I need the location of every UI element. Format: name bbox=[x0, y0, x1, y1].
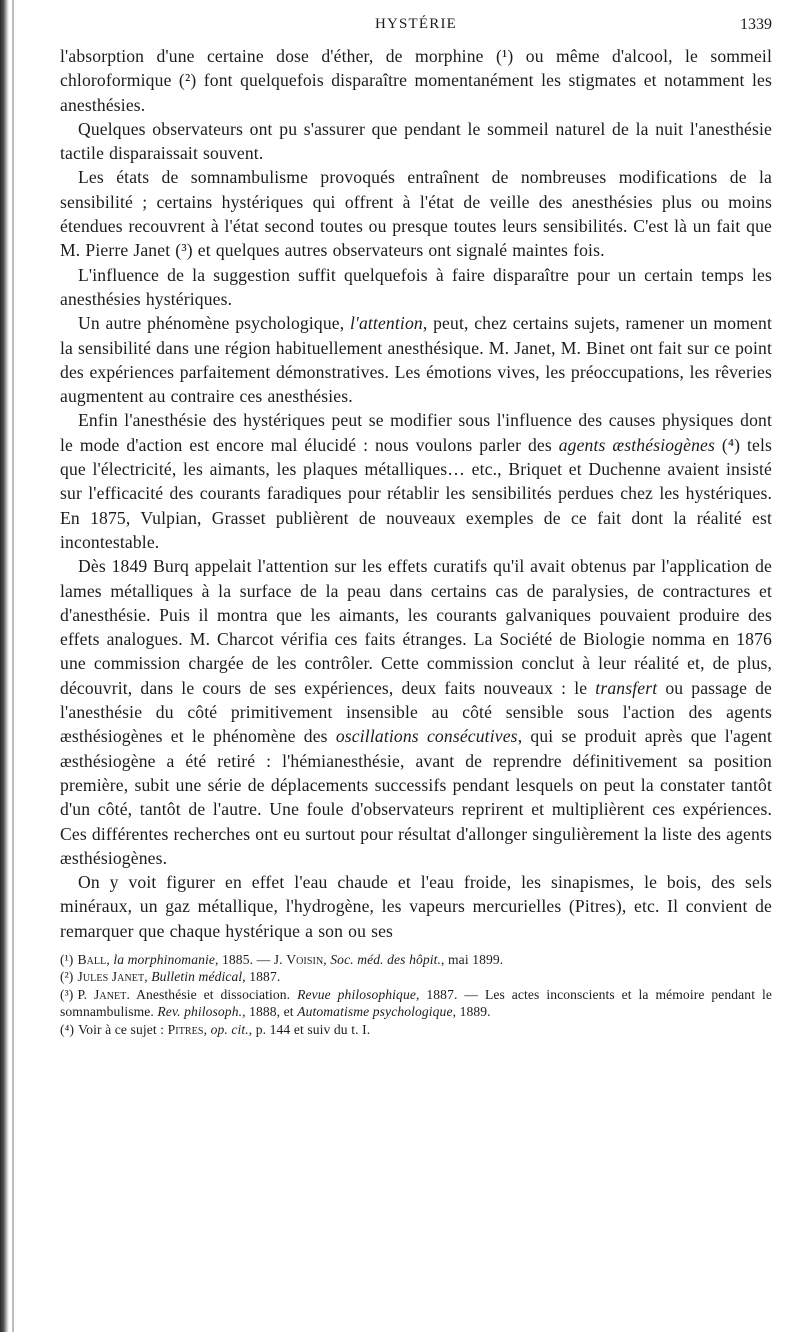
text-run: , p. 144 et suiv du t. I. bbox=[248, 1021, 371, 1037]
paragraph bbox=[60, 554, 772, 870]
running-title: HYSTÉRIE bbox=[374, 16, 458, 32]
text-run: , bbox=[144, 969, 152, 985]
paragraph bbox=[60, 408, 772, 554]
text-run: L'influence de la suggestion suffit quelquefois à faire disparaître pour un certain temps les anesthésies hystériques. bbox=[60, 264, 772, 309]
italic-title: Rev. philosoph. bbox=[157, 1004, 243, 1020]
text-run: On y voit figurer en effet l'eau chaude et l'eau froide, les sinapismes, le bois, des sels minéraux, un gaz métallique, l'hydrogène, les vapeurs mercurielles (Pitres), etc. Il convient de remarquer que chaque hystérique a son ou ses bbox=[60, 872, 772, 941]
page-number: 1339 bbox=[740, 16, 772, 33]
text-run: ³ bbox=[181, 240, 187, 261]
text-run: ( bbox=[714, 434, 728, 455]
footnote bbox=[60, 986, 772, 1021]
footnote-mark: (³) bbox=[60, 986, 74, 1002]
text-run: ¹ bbox=[501, 46, 508, 66]
text-run: , bbox=[323, 951, 331, 967]
italic-title: Bulletin médical bbox=[151, 969, 243, 985]
text-run: , mai 1899. bbox=[441, 951, 504, 967]
binding-shadow bbox=[12, 0, 14, 1332]
text-run: P. bbox=[77, 986, 94, 1002]
italic-title: Automatisme psychologique bbox=[297, 1004, 453, 1020]
italic-title: Revue philosophique bbox=[297, 986, 416, 1002]
text-run: , 1889. bbox=[452, 1004, 491, 1020]
running-head bbox=[60, 16, 772, 42]
text-run: ou passage de l'anesthésie du côté primitivement insensible au côté sensible sous l'action des agents æsthésiogènes et le phénomène des bbox=[60, 677, 772, 747]
paragraph bbox=[60, 263, 772, 312]
text-run: ) et quelques autres observateurs ont signalé maintes fois. bbox=[186, 240, 605, 261]
italic-title: Soc. méd. des hôpit. bbox=[330, 951, 442, 967]
text-run: . Anesthésie et dissociation. bbox=[126, 986, 298, 1002]
paragraph bbox=[60, 870, 772, 943]
text-run: , bbox=[106, 951, 114, 967]
footnote bbox=[60, 968, 772, 985]
text-run: ) ou même d'alcool, le sommeil chloroformique ( bbox=[60, 46, 773, 91]
italic-term: agents æsthésiogènes bbox=[558, 434, 715, 455]
text-run: Enfin l'anesthésie des hystériques peut se modifier sous l'influence des causes physiques dont le mode d'action est encore mal élucidé : nous voulons parler des bbox=[60, 410, 772, 455]
text-run: , 1885. — J. bbox=[215, 951, 287, 967]
footnotes bbox=[60, 951, 772, 1038]
paragraph bbox=[60, 44, 772, 117]
footnote bbox=[60, 1021, 772, 1038]
text-run: , bbox=[203, 1021, 211, 1037]
text-run: , 1887. bbox=[242, 969, 281, 985]
italic-term: oscillations consécutives bbox=[335, 726, 518, 747]
text-run: Quelques observateurs ont pu s'assurer que pendant le sommeil naturel de la nuit l'anesthésie tactile disparaissait souvent. bbox=[60, 118, 772, 164]
author-name: Jules Janet bbox=[77, 969, 145, 985]
book-page bbox=[60, 16, 772, 1038]
author-name: Pitres bbox=[167, 1021, 204, 1037]
paragraph bbox=[60, 165, 772, 262]
footnote-mark: (¹) bbox=[60, 951, 74, 967]
author-name: Voisin bbox=[286, 951, 324, 967]
text-run: ) font quelquefois disparaître momentanément les stigmates et notamment les anesthésies. bbox=[60, 70, 772, 115]
body-text bbox=[60, 44, 772, 943]
text-run: , 1887. — Les actes inconscients et la mémoire pendant le somnambulisme. bbox=[60, 986, 772, 1020]
italic-term: transfert bbox=[595, 677, 658, 698]
text-run: ⁴ bbox=[727, 434, 735, 455]
author-name: Ball bbox=[77, 951, 107, 967]
paragraph bbox=[60, 117, 772, 166]
italic-title: la morphinomanie bbox=[113, 951, 216, 967]
text-run: Les états de somnambulisme provoqués entraînent de nombreuses modifications de la sensibilité ; certains hystériques qui offrent à l'état de veille des anesthésies plus ou moins étendues recouvrent à l'état second toutes ou presque toutes leurs sensibilités. C'est là un fait que M. Pierre Janet ( bbox=[60, 167, 772, 261]
text-run: , peut, chez certains sujets, ramener un moment la sensibilité dans une région habituellement anesthésique. M. Janet, M. Binet ont fait sur ce point des expériences parfaitement démonstratives. Les émotions vives, les préoccupations, les rêveries augmentent au contraire ces anesthésies. bbox=[60, 313, 772, 407]
text-run: , qui se produit après que l'agent æsthésiogène a été retiré : l'hémianesthésie, avant de reprendre définitivement sa position première, subit une série de déplacements successifs pendant lesquels on peut la constater tantôt d'un côté, tantôt de l'autre. Une foule d'observateurs reprirent et multiplièrent ces expériences. Ces différentes recherches ont eu surtout pour résultat d'allonger singulièrement la liste des agents æsthésiogènes. bbox=[60, 726, 773, 868]
footnote-mark: (⁴) bbox=[60, 1021, 75, 1037]
footnote bbox=[60, 951, 772, 968]
author-name: Janet bbox=[93, 986, 127, 1002]
paragraph bbox=[60, 311, 772, 408]
text-run: l'absorption d'une certaine dose d'éther, de morphine ( bbox=[60, 46, 502, 66]
text-run: Dès 1849 Burq appelait l'attention sur les effets curatifs qu'il avait obtenus par l'application de lames métalliques à la surface de la peau dans certains cas de paralysies, de contractures et d'anesthésie. Puis il montra que les aimants, les courants galvaniques pouvaient produire des effets analogues. M. Charcot vérifia ces faits étranges. La Société de Biologie nomma en 1876 une commission chargée de les contrôler. Cette commission conclut à leur réalité et, de plus, découvrit, dans le cours de ses expériences, deux faits nouveaux : le bbox=[60, 556, 772, 698]
text-run: Un autre phénomène psychologique, bbox=[78, 313, 350, 334]
footnote-mark: (²) bbox=[60, 969, 74, 985]
text-run: Voir à ce sujet : bbox=[78, 1021, 168, 1037]
italic-term: l'attention bbox=[350, 313, 423, 334]
binding-edge bbox=[0, 0, 9, 1332]
text-run: ² bbox=[184, 70, 191, 91]
italic-title: op. cit. bbox=[210, 1021, 249, 1037]
text-run: ) tels que l'électricité, les aimants, les plaques métalliques… etc., Briquet et Duchenne avaient insisté sur l'efficacité des courants faradiques pour rétablir les sensibilités perdues chez les hystériques. En 1875, Vulpian, Grasset publièrent de nouveaux exemples de ce fait dont la réalité est incontestable. bbox=[60, 434, 772, 552]
text-run: , 1888, et bbox=[242, 1004, 298, 1020]
